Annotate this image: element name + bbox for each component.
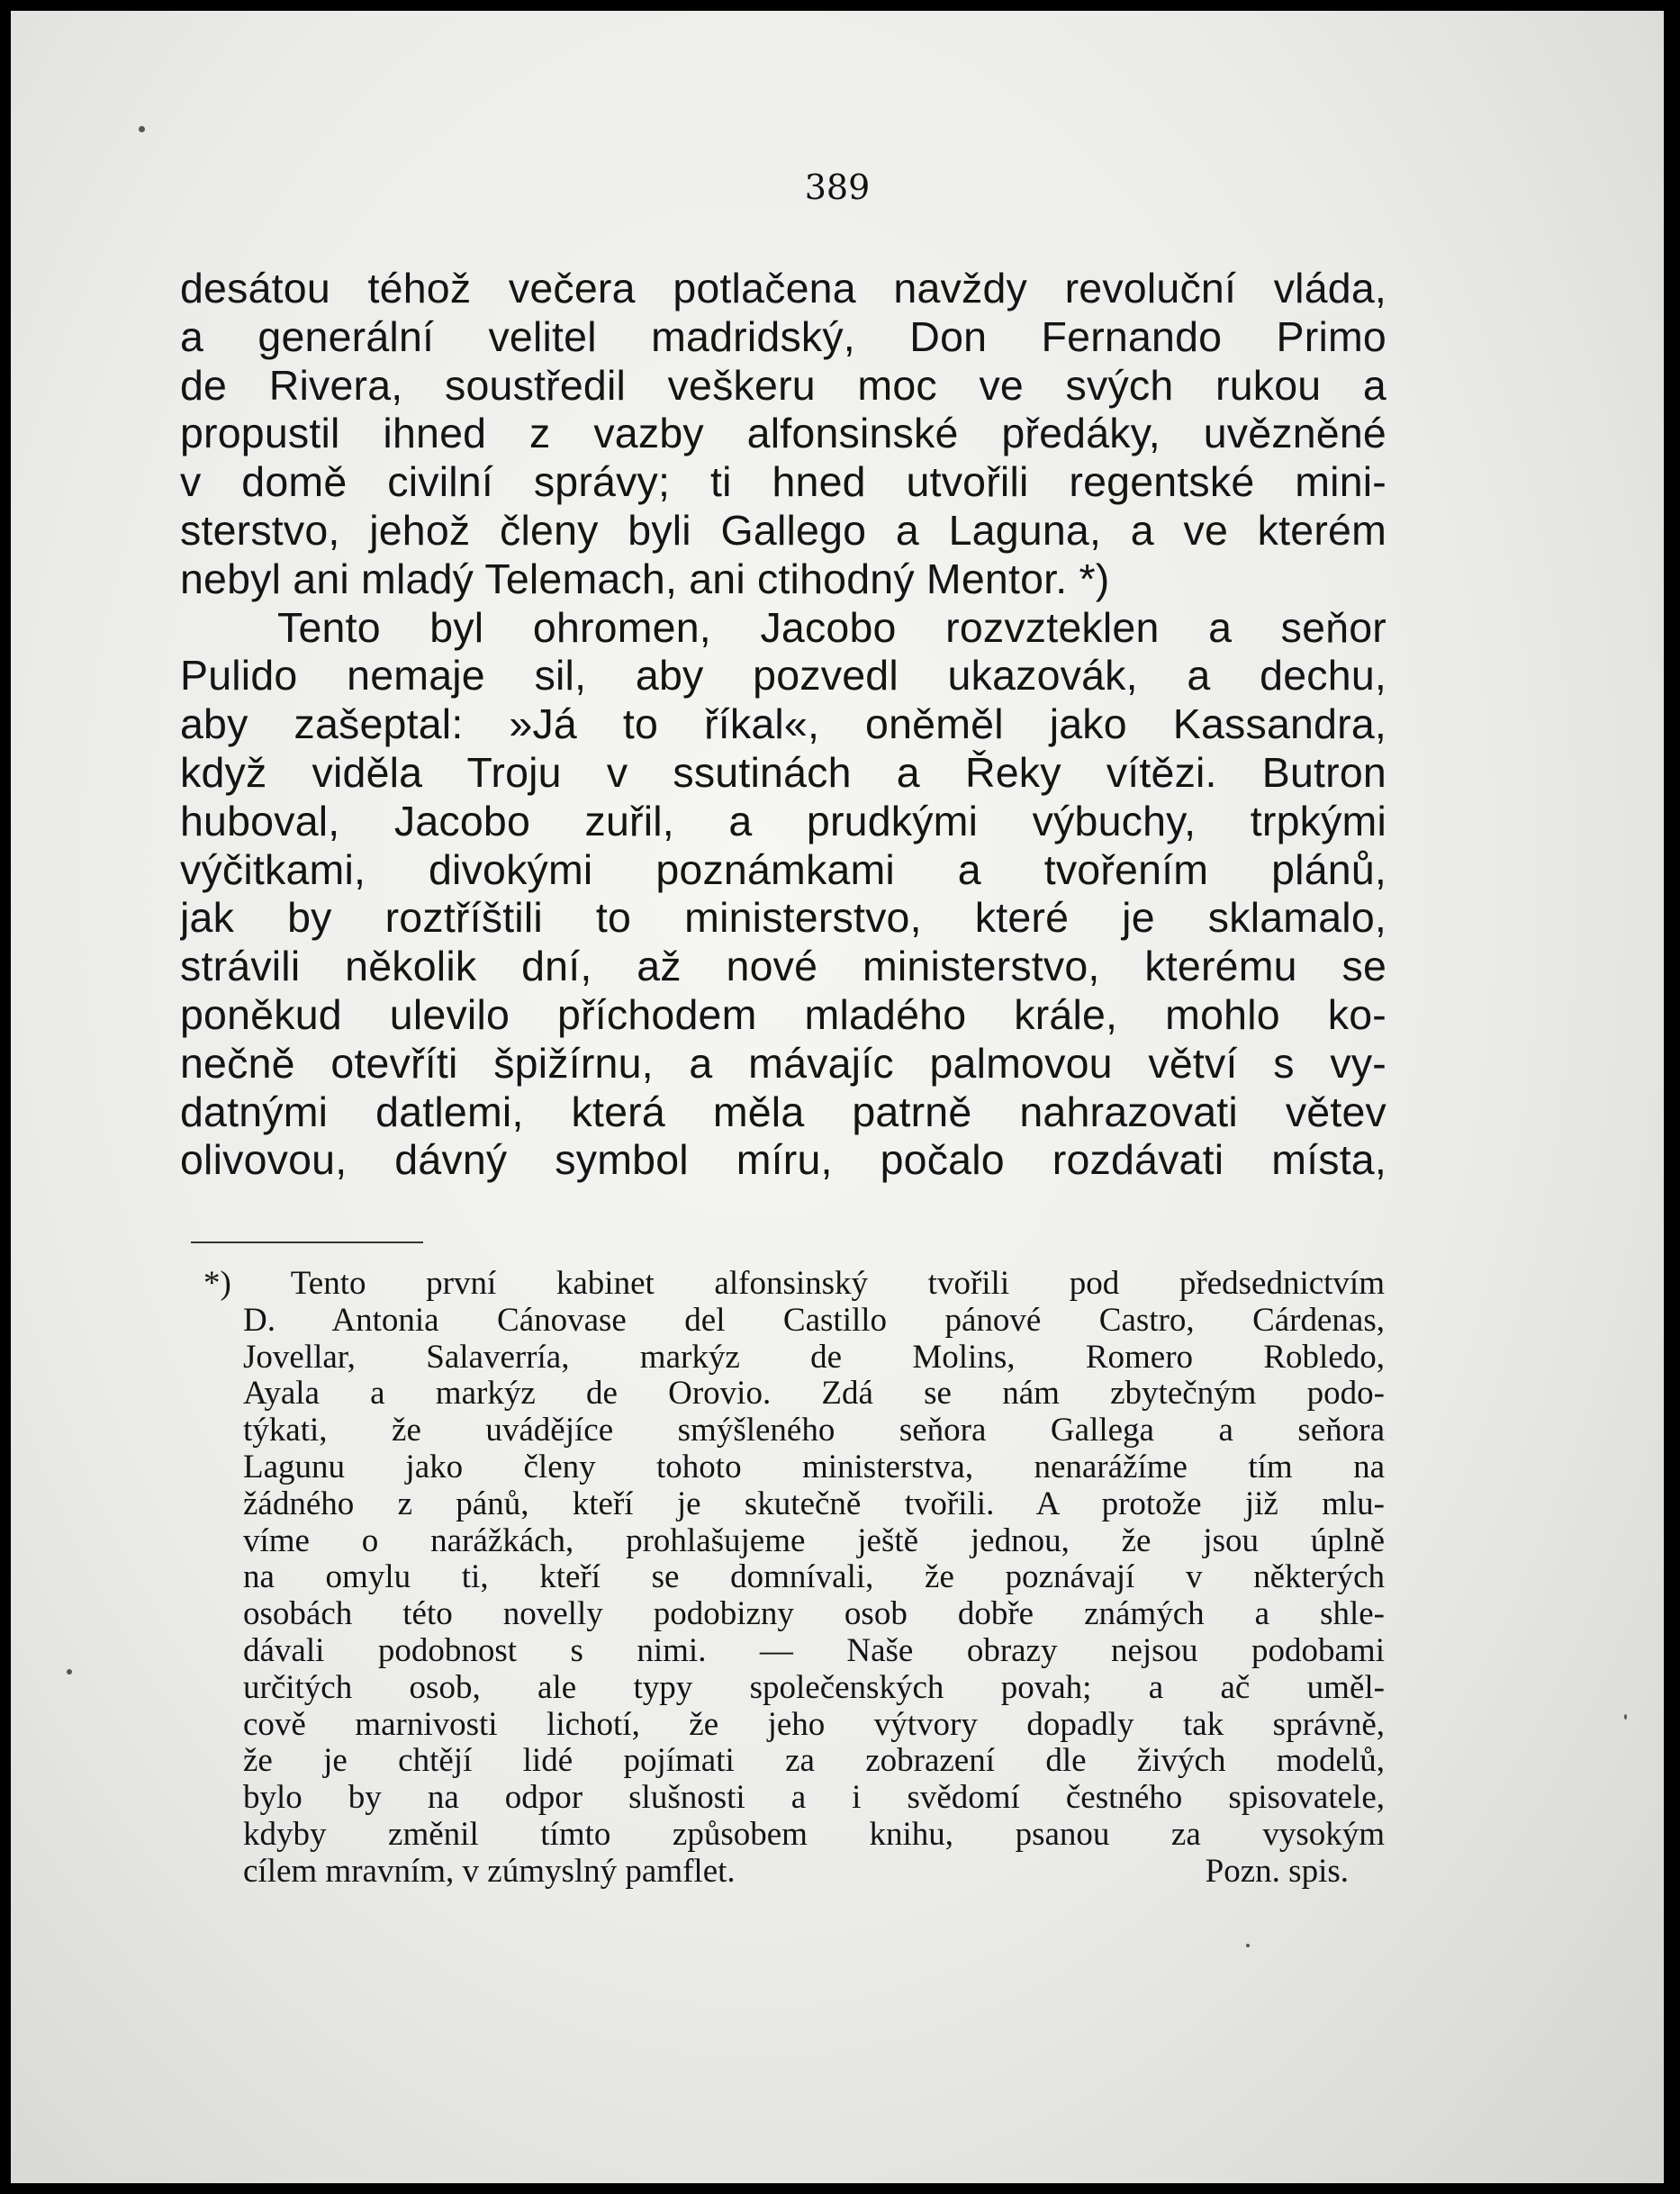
footnote-line: dávali podobnost s nimi. — Naše obrazy nejsou podobami [243, 1632, 1385, 1669]
text-line: strávili několik dní, až nové ministerstvo, kterému se [180, 943, 1386, 990]
book-page [11, 11, 1664, 2183]
footnote-line: týkati, že uvádějíce smýšleného seňora Gallega a seňora [243, 1413, 1385, 1449]
text-line: de Rivera, soustředil veškeru moc ve svých rukou a [180, 361, 1386, 409]
footnote-line: kdyby změnil tímto způsobem knihu, psanou za vysokým [243, 1816, 1385, 1853]
footnote-line: Jovellar, Salaverría, markýz de Molins, Romero Robledo, [243, 1339, 1385, 1376]
footnote-block [203, 1266, 1385, 1891]
footnote-line: cílem mravním, v zúmyslný pamflet. [243, 1852, 736, 1890]
text-line: olivovou, dávný symbol míru, počalo rozdávati místa, [180, 1136, 1386, 1184]
text-line: datnými datlemi, která měla patrně nahrazovati větev [180, 1088, 1386, 1135]
footnote-line: víme o narážkách, prohlašujeme ještě jednou, že jsou úplně [243, 1522, 1385, 1559]
footnote-line: Lagunu jako členy tohoto ministerstva, nenarážíme tím na [243, 1449, 1385, 1485]
footnote-final-line [243, 1854, 1385, 1891]
scan-speck [1624, 1714, 1627, 1720]
text-line: poněkud ulevilo příchodem mladého krále, mohlo ko- [180, 990, 1386, 1038]
footnote-divider [191, 1241, 423, 1243]
text-line: v domě civilní správy; ti hned utvořili regentské mini- [180, 458, 1386, 506]
text-line: nečně otevříti špižírnu, a mávajíc palmovou větví s vy- [180, 1039, 1386, 1087]
text-line: když viděla Troju v ssutinách a Řeky vítězi. Butron [180, 748, 1386, 796]
footnote-line: D. Antonia Cánovase del Castillo pánové Castro, Cárdenas, [243, 1302, 1385, 1339]
footnote-line: žádného z pánů, kteří je skutečně tvořili. A protože již mlu- [243, 1485, 1385, 1522]
page-number: 389 [804, 167, 871, 207]
text-line: nebyl ani mladý Telemach, ani ctihodný Mentor. *) [180, 555, 1110, 602]
footnote-line: Ayala a markýz de Orovio. Zdá se nám zbytečným podo- [243, 1376, 1385, 1413]
text-line: desátou téhož večera potlačena navždy revoluční vláda, [180, 265, 1386, 311]
footnote-line: určitých osob, ale typy společenských povah; a ač uměl- [243, 1669, 1385, 1706]
text-line: huboval, Jacobo zuřil, a prudkými výbuchy, trpkými [180, 797, 1386, 844]
footnote-line: že je chtějí lidé pojímati za zobrazení dle živých modelů, [243, 1743, 1385, 1780]
text-line: aby zašeptal: »Já to říkal«, oněměl jako Kassandra, [180, 700, 1386, 748]
text-line: jak by roztříštili to ministerstvo, které je sklamalo, [180, 894, 1386, 942]
footnote-line: cově marnivosti lichotí, že jeho výtvory dopadly tak správně, [243, 1706, 1385, 1743]
scan-speck [139, 126, 145, 132]
footnote-line: osobách této novelly podobizny osob dobře známých a shle- [243, 1596, 1385, 1633]
author-note: Pozn. spis. [1205, 1852, 1349, 1890]
scan-speck [1246, 1944, 1250, 1947]
scan-speck [67, 1669, 72, 1675]
text-line: Pulido nemaje sil, aby pozvedl ukazovák, a dechu, [180, 652, 1386, 700]
footnote-line: bylo by na odpor slušnosti a i svědomí čestného spisovatele, [243, 1780, 1385, 1817]
text-line: a generální velitel madridský, Don Fernando Primo [180, 312, 1386, 360]
footnote-line: *) Tento první kabinet alfonsinský tvořili pod předsednictvím [203, 1266, 1385, 1302]
footnote-line: na omylu ti, kteří se domnívali, že poznávají v některých [243, 1559, 1385, 1596]
text-line: Tento byl ohromen, Jacobo rozvzteklen a seňor [277, 603, 1386, 651]
text-line: sterstvo, jehož členy byli Gallego a Laguna, a ve kterém [180, 506, 1386, 554]
text-line: výčitkami, divokými poznámkami a tvořením plánů, [180, 845, 1386, 893]
main-text-block [180, 265, 1386, 1185]
text-line: propustil ihned z vazby alfonsinské předáky, uvězněné [180, 410, 1386, 457]
